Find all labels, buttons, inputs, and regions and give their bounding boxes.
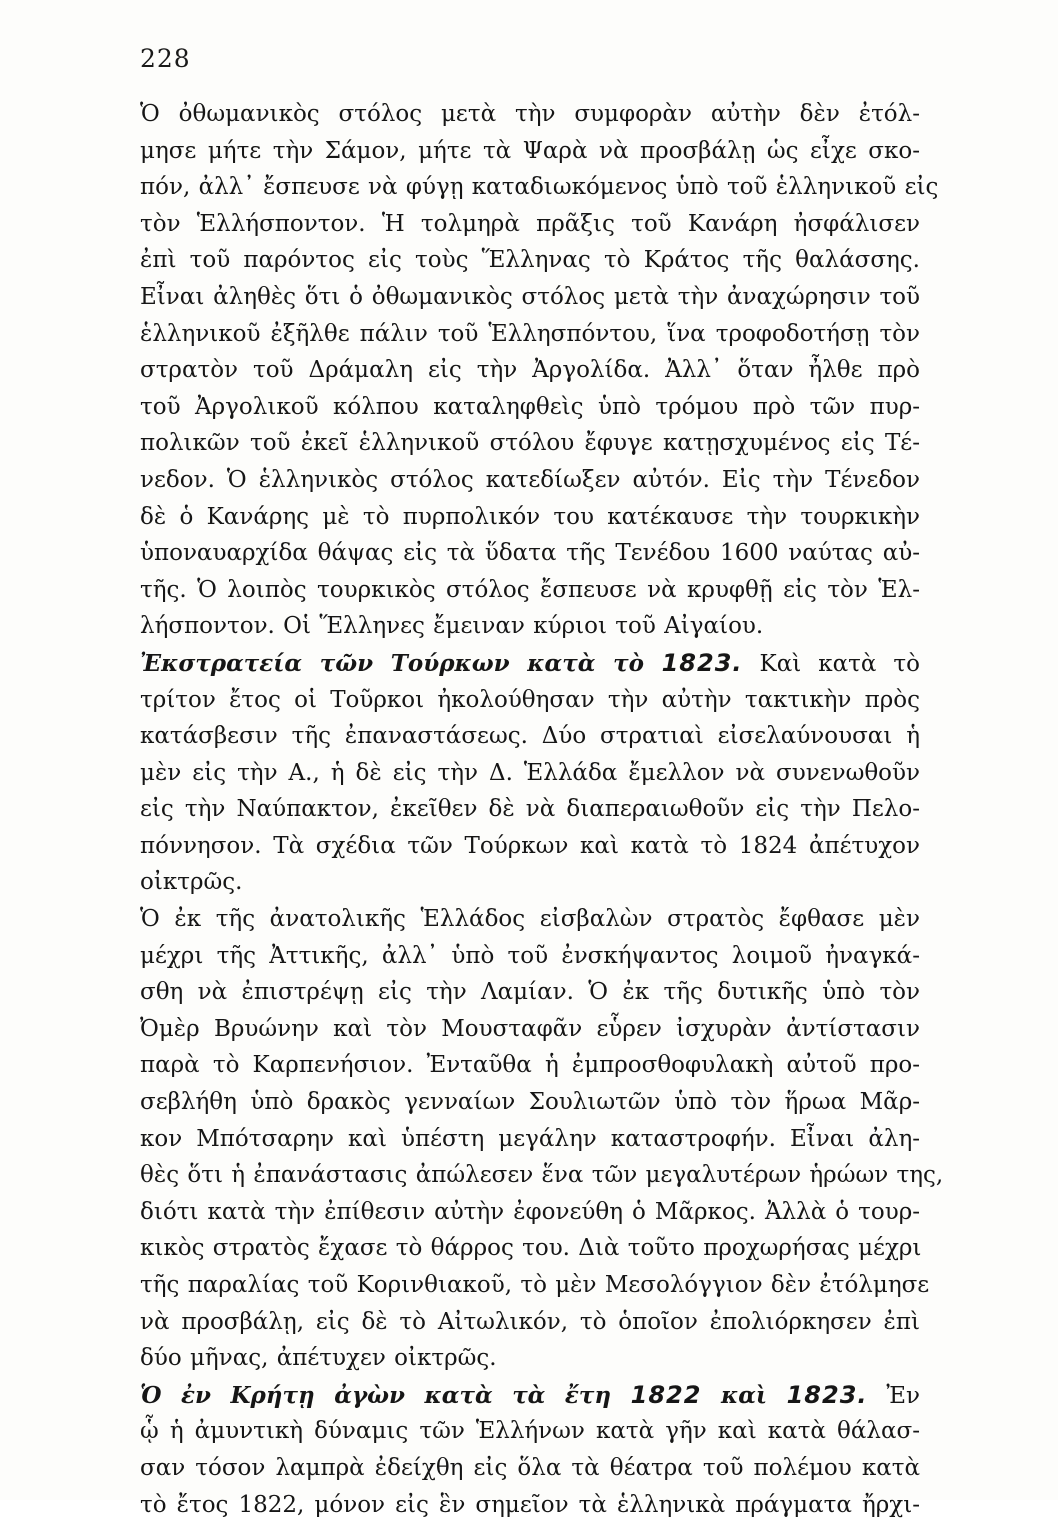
text-line: πολικῶν τοῦ ἐκεῖ ἑλληνικοῦ στόλου ἔφυγε κατῃσχυμένος εἰς Τέ- — [140, 430, 920, 457]
text-line: νὰ προσβάλῃ, εἰς δὲ τὸ Αἰτωλικόν, τὸ ὁποῖον ἐπολιόρκησεν ἐπὶ — [140, 1308, 920, 1335]
text-line: διότι κατὰ τὴν ἐπίθεσιν αὐτὴν ἐφονεύθη ὁ Μᾶρκος. Ἀλλὰ ὁ τουρ- — [140, 1198, 920, 1225]
text-line: πόν, ἀλλ᾽ ἔσπευσε νὰ φύγῃ καταδιωκόμενος ὑπὸ τοῦ ἑλληνικοῦ εἰς — [140, 174, 939, 201]
heading-year: 1823. — [786, 1380, 868, 1409]
text-line: τὸν Ἑλλήσποντον. Ἡ τολμηρὰ πρᾶξις τοῦ Κανάρη ἠσφάλισεν — [140, 210, 920, 237]
text-line: τοῦ Ἀργολικοῦ κόλπου καταληφθεὶς ὑπὸ τρόμου πρὸ τῶν πυρ- — [140, 393, 920, 420]
heading-title: Ἐκστρατεία τῶν Τούρκων κατὰ τὸ — [140, 649, 644, 677]
text-line: σαν τόσον λαμπρὰ ἐδείχθη εἰς ὅλα τὰ θέατρα τοῦ πολέμου κατὰ — [140, 1454, 920, 1481]
text-line: στρατὸν τοῦ Δράμαλη εἰς τὴν Ἀργολίδα. Ἀλλ᾽ ὅταν ἦλθε πρὸ — [140, 357, 920, 384]
text-line: ἑλληνικοῦ ἐξῆλθε πάλιν τοῦ Ἑλλησπόντου, ἵνα τροφοδοτήσῃ τὸν — [140, 320, 920, 347]
text-line: δύο μῆνας, ἀπέτυχεν οἰκτρῶς. — [140, 1345, 497, 1372]
text-line: μὲν εἰς τὴν Α., ἡ δὲ εἰς τὴν Δ. Ἑλλάδα ἔμελλον νὰ συνενωθοῦν — [140, 759, 920, 786]
text-line: κατάσβεσιν τῆς ἐπαναστάσεως. Δύο στρατιαὶ εἰσελαύνουσαι ἡ — [140, 723, 920, 750]
text-line: παρὰ τὸ Καρπενήσιον. Ἐνταῦθα ἡ ἐμπροσθοφυλακὴ αὐτοῦ προ- — [140, 1052, 920, 1079]
text-line: εἰς τὴν Ναύπακτον, ἐκεῖθεν δὲ νὰ διαπεραιωθοῦν εἰς τὴν Πελο- — [140, 796, 920, 823]
text-line: μέχρι τῆς Ἀττικῆς, ἀλλ᾽ ὑπὸ τοῦ ἐνσκήψαντος λοιμοῦ ἠναγκά- — [140, 942, 920, 969]
text-line: Εἶναι ἀληθὲς ὅτι ὁ ὀθωμανικὸς στόλος μετὰ τὴν ἀναχώρησιν τοῦ — [140, 283, 920, 310]
text-line: κον Μπότσαρην καὶ ὑπέστη μεγάλην καταστροφήν. Εἶναι ἀλη- — [140, 1125, 920, 1152]
text-line: τῆς παραλίας τοῦ Κορινθιακοῦ, τὸ μὲν Μεσολόγγιον δὲν ἐτόλμησε — [140, 1272, 930, 1298]
body-text — [140, 96, 944, 1523]
heading-year: 1823. — [661, 648, 743, 677]
text-line: τῆς. Ὁ λοιπὸς τουρκικὸς στόλος ἔσπευσε νὰ κρυφθῇ εἰς τὸν Ἑλ- — [140, 576, 920, 603]
text-line: νεδον. Ὁ ἑλληνικὸς στόλος κατεδίωξεν αὐτόν. Εἰς τὴν Τένεδον — [140, 466, 920, 493]
heading-year: 1822 — [630, 1380, 702, 1409]
heading-conjunction: καὶ — [720, 1381, 768, 1409]
section-heading-crete — [140, 1382, 868, 1409]
text-line: ὑποναυαρχίδα θάψας εἰς τὰ ὕδατα τῆς Τενέδου 1600 ναύτας αὐ- — [140, 540, 920, 567]
text-line: μησε μήτε τὴν Σάμον, μήτε τὰ Ψαρὰ νὰ προσβάλῃ ὡς εἶχε σκο- — [140, 137, 920, 164]
text-line: σθη νὰ ἐπιστρέψῃ εἰς τὴν Λαμίαν. Ὁ ἐκ τῆς δυτικῆς ὑπὸ τὸν — [140, 979, 920, 1006]
text-line: τρίτον ἔτος οἱ Τοῦρκοι ἠκολούθησαν τὴν αὐτὴν τακτικὴν πρὸς — [140, 686, 920, 713]
heading-continuation: Ἐν — [886, 1382, 920, 1409]
section-heading-line — [140, 1377, 920, 1414]
text-line: κικὸς στρατὸς ἔχασε τὸ θάρρος του. Διὰ τοῦτο προχωρήσας μέχρι — [140, 1235, 922, 1262]
text-line: Ὀμὲρ Βρυώνην καὶ τὸν Μουσταφᾶν εὗρεν ἰσχυρὰν ἀντίστασιν — [140, 1015, 920, 1042]
text-line: οἰκτρῶς. — [140, 869, 243, 896]
heading-title: Ὁ ἐν Κρήτῃ ἀγὼν κατὰ τὰ ἔτη — [140, 1381, 612, 1409]
text-line: Ὁ ἐκ τῆς ἀνατολικῆς Ἑλλάδος εἰσβαλὼν στρατὸς ἔφθασε μὲν — [140, 906, 920, 933]
section-heading-1823 — [140, 650, 743, 677]
text-line: πόννησον. Τὰ σχέδια τῶν Τούρκων καὶ κατὰ τὸ 1824 ἀπέτυχον — [140, 832, 920, 859]
section-heading-line — [140, 645, 920, 682]
text-line: σεβλήθη ὑπὸ δρακὸς γενναίων Σουλιωτῶν ὑπὸ τὸν ἥρωα Μᾶρ- — [140, 1089, 920, 1116]
text-line: θὲς ὅτι ἡ ἐπανάστασις ἀπώλεσεν ἕνα τῶν μεγαλυτέρων ἡρώων της, — [140, 1162, 944, 1189]
text-line: ᾧ ἡ ἀμυντικὴ δύναμις τῶν Ἑλλήνων κατὰ γῆν καὶ κατὰ θάλασ- — [140, 1418, 920, 1445]
text-line: τὸ ἔτος 1822, μόνον εἰς ἓν σημεῖον τὰ ἑλληνικὰ πράγματα ἤρχι- — [140, 1491, 920, 1518]
text-line: Ὁ ὀθωμανικὸς στόλος μετὰ τὴν συμφορὰν αὐτὴν δὲν ἐτόλ- — [140, 101, 920, 127]
page-number: 228 — [140, 44, 191, 73]
text-line: ἐπὶ τοῦ παρόντος εἰς τοὺς Ἕλληνας τὸ Κράτος τῆς θαλάσσης. — [140, 247, 920, 274]
heading-continuation: Καὶ κατὰ τὸ — [759, 650, 920, 677]
text-line: δὲ ὁ Κανάρης μὲ τὸ πυρπολικόν του κατέκαυσε τὴν τουρκικὴν — [140, 503, 920, 530]
text-line: λήσποντον. Οἱ Ἕλληνες ἔμειναν κύριοι τοῦ Αἰγαίου. — [140, 613, 764, 640]
